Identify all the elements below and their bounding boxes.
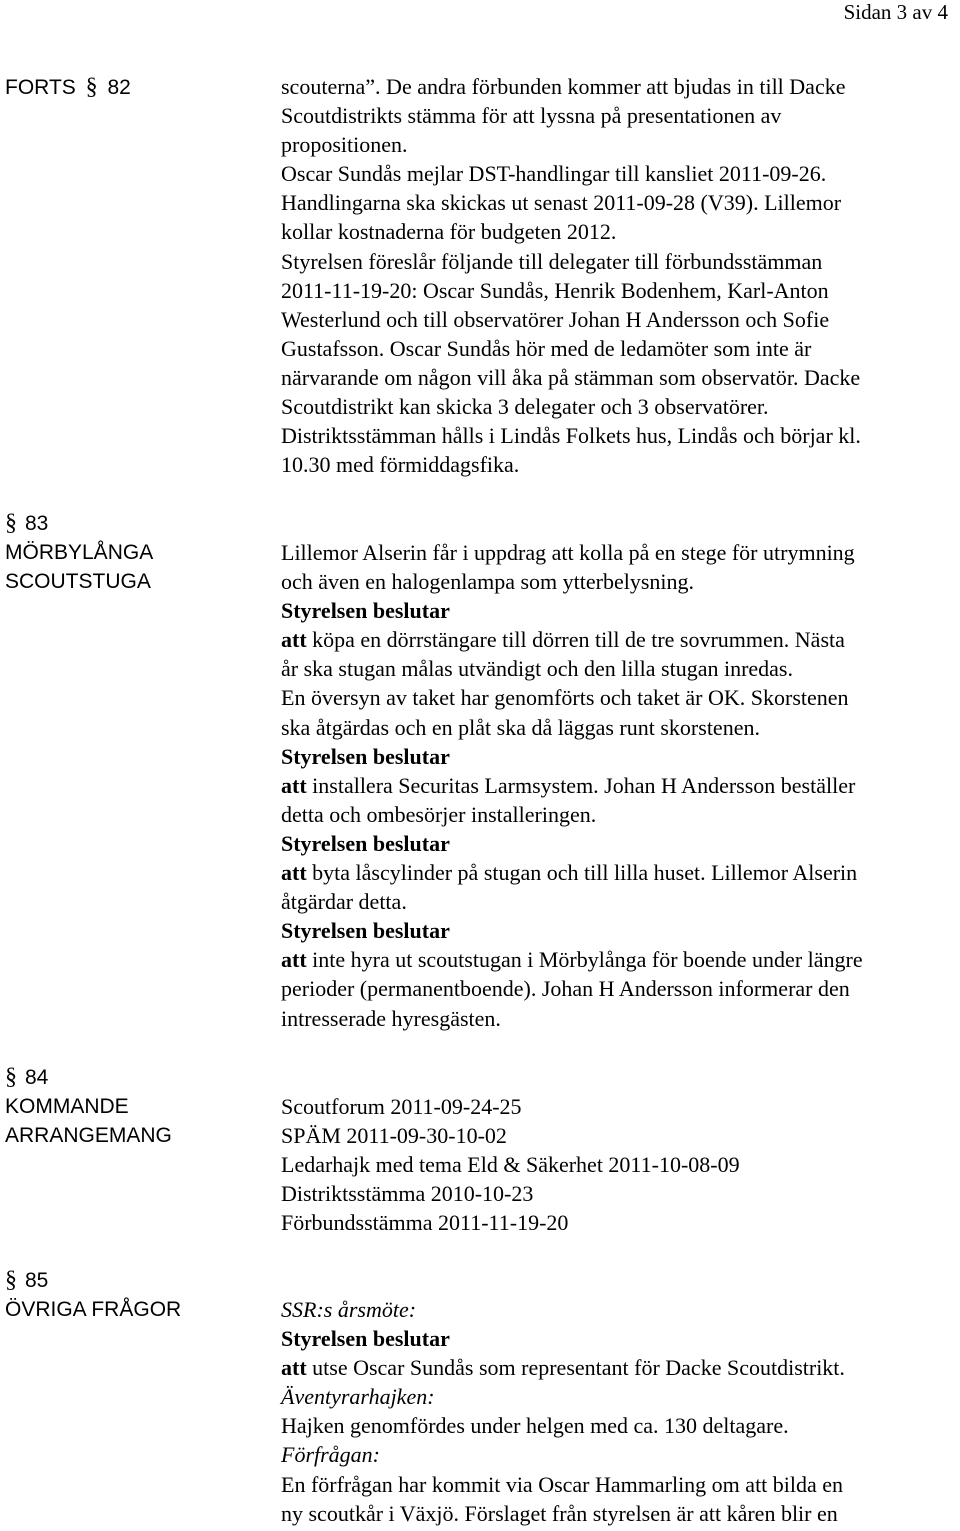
text-line: scouterna”. De andra förbunden kommer att bjudas in till Dacke (281, 74, 846, 99)
decision-label: Styrelsen beslutar (281, 1326, 450, 1352)
text-line: intresserade hyresgästen. (281, 1005, 501, 1031)
event-item: Scoutforum 2011-09-24-25 (281, 1094, 522, 1119)
section-84-body (281, 1092, 953, 1237)
text-line: Distriktsstämman hålls i Lindås Folkets hus, Lindås och börjar kl. (281, 423, 861, 449)
section-83-body (281, 538, 953, 1033)
text-line: kollar kostnaderna för budgeten 2012. (281, 219, 617, 245)
text-line: år ska stugan målas utvändigt och den lilla stugan inredas. (281, 656, 793, 682)
page-number: Sidan 3 av 4 (843, 0, 948, 24)
section-82-label (5, 73, 255, 102)
text-line: och även en halogenlampa som ytterbelysning. (281, 569, 694, 595)
section-85-label (5, 1266, 255, 1324)
text-line: Oscar Sundås mejlar DST-handlingar till kansliet 2011-09-26. (281, 161, 827, 187)
section-83-title: SCOUTSTUGA (5, 570, 151, 593)
event-item: Förbundsstämma 2011-11-19-20 (281, 1210, 569, 1236)
text-line: Scoutdistrikts stämma för att lyssna på presentationen av (281, 103, 782, 129)
decision-line: att köpa en dörrstängare till dörren till de tre sovrummen. Nästa (281, 627, 845, 653)
decision-label: Styrelsen beslutar (281, 918, 450, 944)
section-84-title: KOMMANDE (5, 1095, 129, 1118)
text-line: detta och ombesörjer installeringen. (281, 801, 597, 827)
section-83-title: MÖRBYLÅNGA (5, 541, 154, 564)
decision-line: att inte hyra ut scoutstugan i Mörbylånga för boende under längre (281, 947, 863, 973)
section-84-title: ARRANGEMANG (5, 1124, 172, 1147)
section-85-body (281, 1295, 953, 1528)
subheading: SSR:s årsmöte: (281, 1297, 417, 1322)
section-85-title: ÖVRIGA FRÅGOR (5, 1298, 182, 1321)
text-line: En förfrågan har kommit via Oscar Hammarling om att bilda en (281, 1471, 844, 1497)
text-line: närvarande om någon vill åka på stämman som observatör. Dacke (281, 364, 861, 390)
section-mark-icon: § (5, 510, 17, 536)
section-mark-icon: § (85, 74, 98, 100)
subheading: Äventyrarhajken: (281, 1384, 435, 1410)
text-line: Westerlund och till observatörer Johan H Andersson och Sofie (281, 306, 830, 332)
section-84-label (5, 1063, 255, 1150)
decision-label: Styrelsen beslutar (281, 598, 450, 624)
text-line: ny scoutkår i Växjö. Förslaget från styrelsen är att kåren blir en (281, 1500, 838, 1526)
section-82-heading: FORTS (5, 76, 76, 99)
event-item: Distriktsstämma 2010-10-23 (281, 1181, 534, 1207)
section-mark-icon: § (5, 1267, 17, 1293)
decision-label: Styrelsen beslutar (281, 830, 450, 856)
text-line: propositionen. (281, 132, 408, 158)
section-83-number: 83 (25, 512, 49, 535)
section-83-label (5, 509, 255, 596)
text-line: Hajken genomfördes under helgen med ca. 130 deltagare. (281, 1413, 789, 1439)
text-line: En översyn av taket har genomförts och taket är OK. Skorstenen (281, 685, 849, 711)
decision-line: att byta låscylinder på stugan och till lilla huset. Lillemor Alserin (281, 860, 858, 886)
text-line: Scoutdistrikt kan skicka 3 delegater och 3 observatörer. (281, 394, 769, 420)
decision-label: Styrelsen beslutar (281, 743, 450, 769)
text-line: 2011-11-19-20: Oscar Sundås, Henrik Bodenhem, Karl-Anton (281, 277, 829, 303)
text-line: 10.30 med förmiddagsfika. (281, 452, 520, 478)
text-line: Lillemor Alserin får i uppdrag att kolla på en stege för utrymning (281, 540, 855, 565)
decision-line: att utse Oscar Sundås som representant för Dacke Scoutdistrikt. (281, 1355, 845, 1381)
text-line: Handlingarna ska skickas ut senast 2011-09-28 (V39). Lillemor (281, 190, 842, 216)
section-mark-icon: § (5, 1064, 17, 1090)
text-line: Styrelsen föreslår följande till delegater till förbundsstämman (281, 248, 823, 274)
text-line: Gustafsson. Oscar Sundås hör med de ledamöter som inte är (281, 335, 812, 361)
text-line: perioder (permanentboende). Johan H Andersson informerar den (281, 976, 850, 1002)
section-84-number: 84 (25, 1066, 49, 1089)
section-85-number: 85 (25, 1269, 49, 1292)
event-item: Ledarhajk med tema Eld & Säkerhet 2011-10-08-09 (281, 1152, 740, 1178)
event-item: SPÄM 2011-09-30-10-02 (281, 1123, 507, 1149)
subheading: Förfrågan: (281, 1442, 380, 1468)
decision-line: att installera Securitas Larmsystem. Johan H Andersson beställer (281, 772, 856, 798)
section-82-body (281, 72, 953, 479)
text-line: åtgärdar detta. (281, 889, 407, 915)
section-82-number: 82 (107, 76, 131, 99)
text-line: ska åtgärdas och en plåt ska då läggas runt skorstenen. (281, 714, 760, 740)
